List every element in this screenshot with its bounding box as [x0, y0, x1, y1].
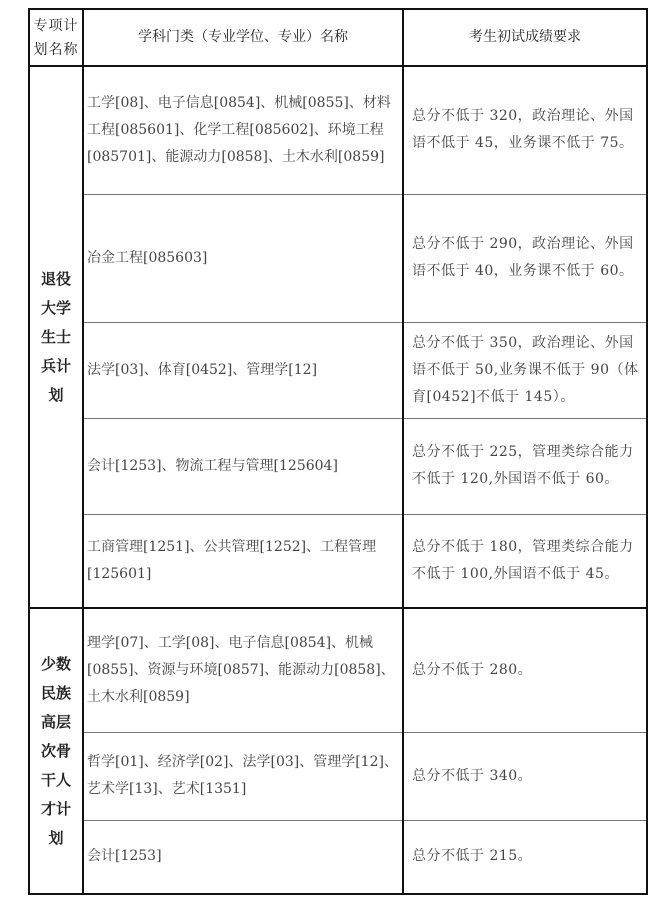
- requirement-cell: 总分不低于 280。: [403, 608, 647, 732]
- table-row: [29, 732, 647, 820]
- requirement-cell: 总分不低于 290，政治理论、外国语不低于 40，业务课不低于 60。: [403, 194, 647, 322]
- requirement-cell: 总分不低于 350，政治理论、外国语不低于 50,业务课不低于 90（体育[0452]不低于 145）。: [403, 322, 647, 418]
- table-row: [29, 418, 647, 514]
- subject-cell: 冶金工程[085603]: [83, 194, 403, 322]
- requirement-cell: 总分不低于 340。: [403, 732, 647, 820]
- header-plan-name: 专项计划名称: [29, 9, 83, 66]
- table-row: [29, 322, 647, 418]
- table-body: [29, 66, 647, 894]
- subject-cell: 工商管理[1251]、公共管理[1252]、工程管理[125601]: [83, 514, 403, 608]
- subject-cell: 理学[07]、工学[08]、电子信息[0854]、机械[0855]、资源与环境[0857]、能源动力[0858]、土木水利[0859]: [83, 608, 403, 732]
- subject-cell: 法学[03]、体育[0452]、管理学[12]: [83, 322, 403, 418]
- requirement-cell: 总分不低于 180，管理类综合能力不低于 100,外国语不低于 45。: [403, 514, 647, 608]
- table-row: [29, 194, 647, 322]
- table-row: [29, 820, 647, 894]
- subject-cell: 会计[1253]: [83, 820, 403, 894]
- score-requirements-table: [28, 8, 648, 895]
- table-row: [29, 514, 647, 608]
- plan-name-cell: 退役大学生士兵计划: [29, 66, 83, 608]
- plan-name-cell: 少数民族高层次骨干人才计划: [29, 608, 83, 894]
- table-header: [29, 9, 647, 66]
- header-row: [29, 9, 647, 66]
- table-row: [29, 66, 647, 194]
- header-score-requirement: 考生初试成绩要求: [403, 9, 647, 66]
- header-subject-name: 学科门类（专业学位、专业）名称: [83, 9, 403, 66]
- requirement-cell: 总分不低于 320，政治理论、外国语不低于 45，业务课不低于 75。: [403, 66, 647, 194]
- subject-cell: 会计[1253]、物流工程与管理[125604]: [83, 418, 403, 514]
- requirement-cell: 总分不低于 215。: [403, 820, 647, 894]
- table-row: [29, 608, 647, 732]
- subject-cell: 哲学[01]、经济学[02]、法学[03]、管理学[12]、艺术学[13]、艺术[1351]: [83, 732, 403, 820]
- subject-cell: 工学[08]、电子信息[0854]、机械[0855]、材料工程[085601]、化学工程[085602]、环境工程[085701]、能源动力[0858]、土木水利[0859]: [83, 66, 403, 194]
- requirement-cell: 总分不低于 225，管理类综合能力不低于 120,外国语不低于 60。: [403, 418, 647, 514]
